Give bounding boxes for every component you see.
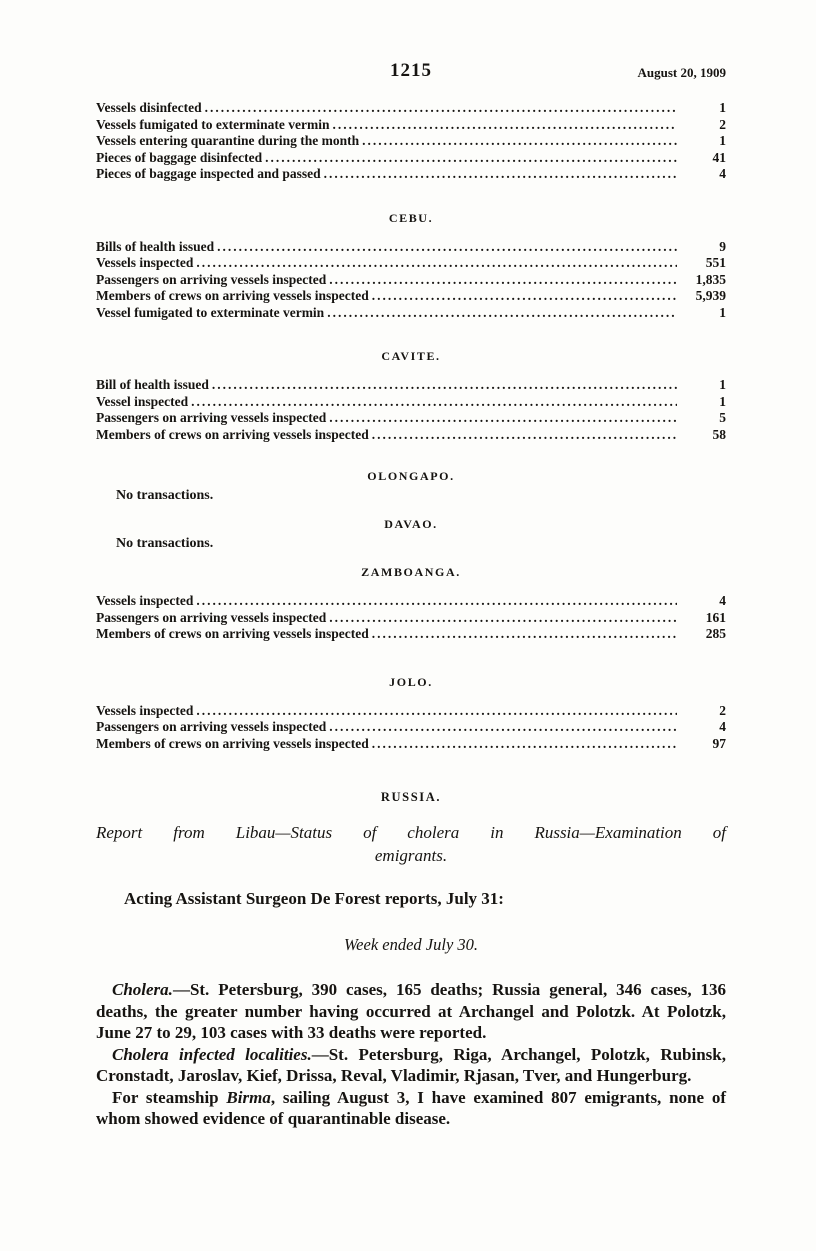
report-title <box>96 821 726 867</box>
quarantine-stat-list <box>96 100 726 183</box>
stat-value: 2 <box>719 116 726 132</box>
stat-row <box>96 610 726 627</box>
stat-value: 1 <box>719 304 726 320</box>
paragraph-text: —St. Petersburg, 390 cases, 165 deaths; Russia general, 346 cases, 136 deaths, the greater number having occurred at Archangel and Polotzk. At Polotzk, June 27 to 29, 103 cases with 33 deaths were reported. <box>96 980 726 1042</box>
paragraph-text: , sailing August 3, I have examined 807 emigrants, none of whom showed evidence of quarantinable disease. <box>96 1087 726 1128</box>
stat-row <box>96 703 726 720</box>
stat-value: 4 <box>719 166 726 181</box>
paragraph-cholera <box>96 979 726 1044</box>
stat-label: Vessels entering quarantine during the month <box>96 133 360 148</box>
issue-date: August 20, 1909 <box>637 65 726 80</box>
stat-value: 4 <box>719 719 726 734</box>
cebu-stat-list <box>96 239 726 322</box>
dot-leader <box>372 736 677 753</box>
stat-label: Passengers on arriving vessels inspected <box>96 410 327 425</box>
dot-leader <box>196 255 677 272</box>
stat-row <box>96 593 726 610</box>
stat-label: Vessels disinfected <box>96 100 202 115</box>
paragraph-text: For steamship <box>112 1087 227 1107</box>
stat-value: 2 <box>719 702 726 718</box>
stat-row <box>96 239 726 256</box>
ship-name: Birma <box>226 1087 271 1107</box>
dot-leader <box>372 626 677 643</box>
stat-row <box>96 626 726 643</box>
dot-leader <box>212 377 677 394</box>
dot-leader <box>329 719 677 736</box>
stat-value: 5 <box>719 410 726 425</box>
dot-leader <box>205 100 677 117</box>
paragraph-text: —St. Petersburg, Riga, Archangel, Polotzk, Rubinsk, Cronstadt, Jaroslav, Kief, Drissa, Reval, Vladimir, Rjasan, Tver, and Hungerburg. <box>96 1044 726 1085</box>
cavite-stat-list <box>96 377 726 443</box>
stat-row <box>96 133 726 150</box>
stat-label: Members of crews on arriving vessels inspected <box>96 735 369 751</box>
dot-leader <box>196 593 677 610</box>
stat-row <box>96 272 726 289</box>
stat-label: Vessels inspected <box>96 593 194 608</box>
stat-row <box>96 255 726 272</box>
dot-leader <box>372 427 677 444</box>
dot-leader <box>329 272 677 289</box>
stat-label: Vessel inspected <box>96 393 189 409</box>
stat-row <box>96 305 726 322</box>
stat-label: Pieces of baggage inspected and passed <box>96 166 321 181</box>
report-intro: Acting Assistant Surgeon De Forest reports, July 31: <box>124 889 504 908</box>
stat-row <box>96 377 726 394</box>
stat-value: 285 <box>705 626 726 641</box>
stat-label: Passengers on arriving vessels inspected <box>96 271 327 287</box>
dot-leader <box>217 239 677 256</box>
paragraph-lead: Cholera. <box>112 980 173 999</box>
stat-label: Passengers on arriving vessels inspected <box>96 719 327 734</box>
stat-value: 9 <box>719 238 726 254</box>
zamboanga-stat-list <box>96 593 726 643</box>
stat-row <box>96 427 726 444</box>
stat-label: Vessels fumigated to exterminate vermin <box>96 116 330 132</box>
stat-value: 4 <box>719 593 726 608</box>
paragraph-localities <box>96 1044 726 1087</box>
stat-row <box>96 410 726 427</box>
report-title-line2: emigrants. <box>374 846 448 865</box>
jolo-stat-list <box>96 703 726 753</box>
section-heading-cebu: CEBU. <box>388 210 434 225</box>
stat-label: Members of crews on arriving vessels inspected <box>96 288 369 303</box>
dot-leader <box>191 394 677 411</box>
stat-label: Bills of health issued <box>96 238 215 254</box>
dot-leader <box>327 305 677 322</box>
stat-value: 5,939 <box>695 288 726 303</box>
stat-row <box>96 150 726 167</box>
stat-value: 1 <box>719 100 726 115</box>
stat-row <box>96 719 726 736</box>
paragraph-lead: Cholera infected localities. <box>112 1044 312 1064</box>
stat-label: Passengers on arriving vessels inspected <box>96 609 327 625</box>
page-header <box>96 60 726 84</box>
stat-label: Members of crews on arriving vessels inspected <box>96 426 369 442</box>
dot-leader <box>265 150 677 167</box>
dot-leader <box>196 703 677 720</box>
report-title-line1: Report from Libau—Status of cholera in Russia—Examination of <box>96 823 726 842</box>
stat-value: 1 <box>719 393 726 409</box>
dot-leader <box>329 610 677 627</box>
stat-label: Pieces of baggage disinfected <box>96 149 263 165</box>
stat-row <box>96 166 726 183</box>
stat-row <box>96 288 726 305</box>
section-heading-jolo: JOLO. <box>389 674 433 689</box>
section-heading-olongapo: OLONGAPO. <box>367 469 455 483</box>
no-transactions-note: No transactions. <box>116 536 214 551</box>
stat-row <box>96 117 726 134</box>
stat-value: 1 <box>719 377 726 392</box>
stat-row <box>96 736 726 753</box>
dot-leader <box>324 166 677 183</box>
stat-label: Vessels inspected <box>96 702 194 718</box>
stat-row <box>96 100 726 117</box>
stat-value: 41 <box>712 149 726 165</box>
dot-leader <box>332 117 677 134</box>
stat-row <box>96 394 726 411</box>
page-number: 1215 <box>390 60 432 81</box>
week-ended-heading: Week ended July 30. <box>343 935 479 954</box>
dot-leader <box>372 288 677 305</box>
stat-value: 97 <box>712 735 726 751</box>
paragraph-birma <box>96 1087 726 1130</box>
no-transactions-note: No transactions. <box>116 488 214 503</box>
stat-value: 58 <box>712 426 726 442</box>
dot-leader <box>362 133 677 150</box>
stat-label: Vessel fumigated to exterminate vermin <box>96 304 325 320</box>
dot-leader <box>329 410 677 427</box>
stat-label: Bill of health issued <box>96 377 209 392</box>
section-heading-cavite: CAVITE. <box>381 349 441 363</box>
stat-value: 161 <box>705 609 726 625</box>
stat-value: 1 <box>719 133 726 148</box>
section-heading-zamboanga: ZAMBOANGA. <box>361 565 461 579</box>
stat-value: 1,835 <box>695 271 726 287</box>
section-heading-davao: DAVAO. <box>384 517 438 531</box>
stat-label: Vessels inspected <box>96 255 194 270</box>
section-heading-russia: RUSSIA. <box>380 790 442 804</box>
stat-label: Members of crews on arriving vessels inspected <box>96 626 369 641</box>
stat-value: 551 <box>705 255 726 270</box>
